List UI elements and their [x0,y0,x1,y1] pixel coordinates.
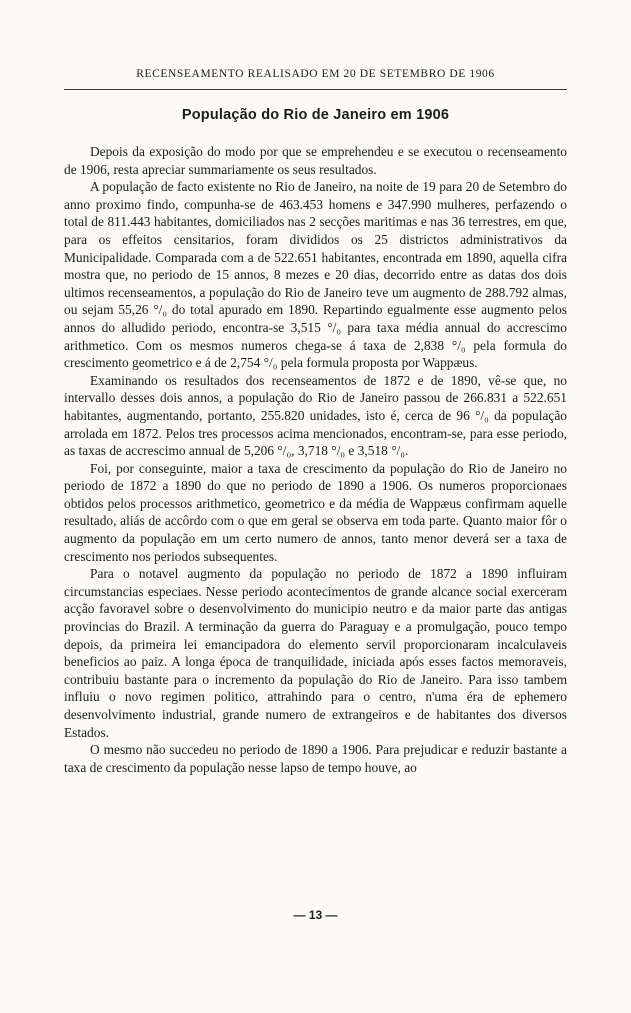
paragraph-1: Depois da exposição do modo por que se emprehendeu e se executou o recenseamento de 1906, resta apreciar summariamente os seus resultados. [64,144,567,177]
paragraph-2: A população de facto existente no Rio de Janeiro, na noite de 19 para 20 de Setembro do anno proximo findo, compunha-se de 463.453 homens e 347.990 mulheres, perfazendo o total de 811.443 habitantes, domiciliados nas 2 secções maritimas e nas 36 terrestres, em que, para os effeitos censitarios, foram divididos os 25 districtos administrativos da Municipalidade. Comparada com a de 522.651 habitantes, encontrada em 1890, aquella cifra mostra que, no periodo de 15 annos, 8 mezes e 20 dias, decorrido entre as datas dos dois ultimos recenseamentos, a população do Rio de Janeiro teve um augmento de 288.792 almas, ou sejam 55,26 °/₀ do total apurado em 1890. Repartindo egualmente esse augmento pelos annos do alludido periodo, encontra-se 3,515 °/₀ para taxa média annual do accrescimo arithmetico. Com os mesmos numeros chega-se á taxa de 2,838 °/₀ pela formula do crescimento geometrico e á de 2,754 °/₀ pela formula proposta por Wappæus. [64,179,567,371]
paragraph-3: Examinando os resultados dos recenseamentos de 1872 e de 1890, vê-se que, no intervallo desses dois annos, a população do Rio de Janeiro passou de 266.831 a 522.651 habitantes, augmentando, portanto, 255.820 unidades, isto é, cerca de 96 °/₀ da população arrolada em 1872. Pelos tres processos acima mencionados, encontram-se, para esse periodo, as taxas de accrescimo annual de 5,206 °/₀, 3,718 °/₀ e 3,518 °/₀. [64,372,567,459]
running-head: RECENSEAMENTO REALISADO EM 20 DE SETEMBRO DE 1906 [136,68,495,80]
paragraph-4: Foi, por conseguinte, maior a taxa de crescimento da população do Rio de Janeiro no periodo de 1872 a 1890 do que no periodo de 1890 a 1906. Os numeros proporcionaes obtidos pelos processos arithmetico, geometrico e da média de Wappæus confirmam aquelle resultado, aliás de accôrdo com o que em geral se observa em toda parte. Quanto maior fôr o augmento da população em um certo numero de annos, tanto menor deverá ser a taxa de crescimento nos periodos subsequentes. [64,460,567,564]
section-title: População do Rio de Janeiro em 1906 [181,107,450,123]
page-number: — 13 — [293,908,338,922]
paragraph-5: Para o notavel augmento da população no periodo de 1872 a 1890 influiram circumstancias especiaes. Nesse periodo acontecimentos de grande alcance social exerceram acção favoravel sobre o desenvolvimento do municipio neutro e da maior parte das antigas provincias do Brazil. A terminação da guerra do Paraguay e a promulgação, pouco tempo depois, da primeira lei emancipadora do elemento servil proporcionaram incalculaveis beneficios ao paiz. A longa época de tranquilidade, iniciada após esses factos memoraveis, contribuiu bastante para o incremento da população do Rio de Janeiro. Para isso tambem influiu o novo regimen politico, attrahindo para o centro, n'uma éra de ephemero desenvolvimento industrial, grande numero de extrangeiros e de habitantes dos diversos Estados. [64,566,567,740]
paragraph-6: O mesmo não succedeu no periodo de 1890 a 1906. Para prejudicar e reduzir bastante a taxa de crescimento da população nesse lapso de tempo houve, ao [64,742,567,775]
header-rule [64,89,567,90]
body-text [64,143,567,776]
